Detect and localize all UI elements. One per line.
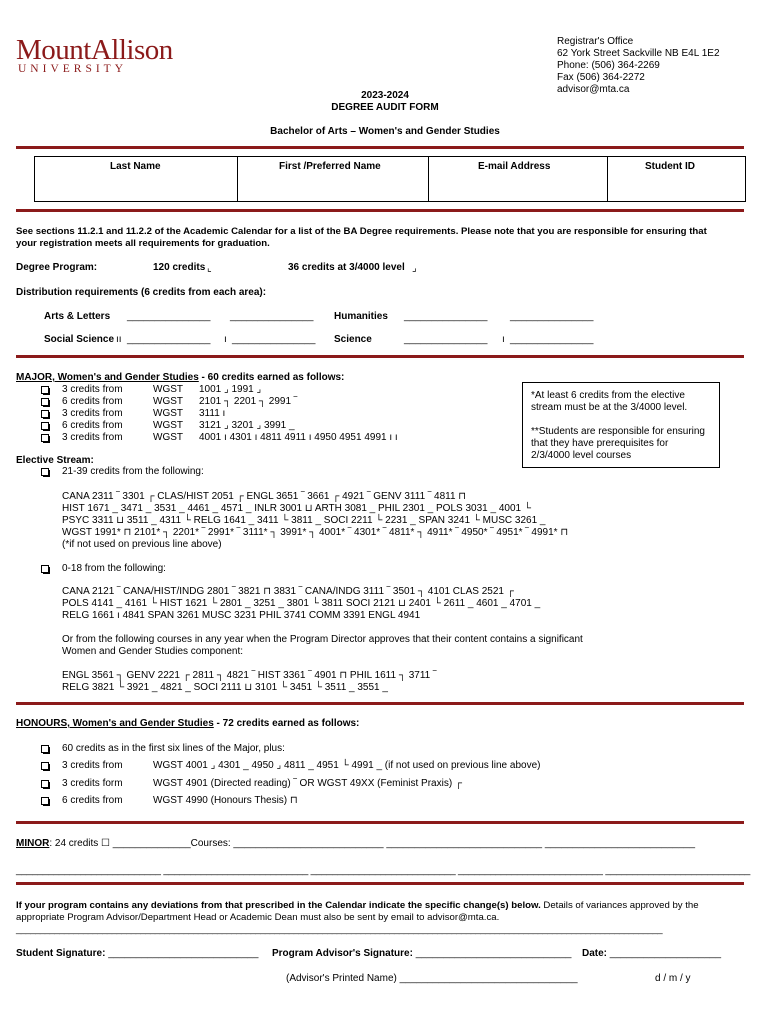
checkbox-icon[interactable]: [41, 780, 49, 788]
major-row-credits: 3 credits from: [62, 408, 123, 419]
soc-checkbox[interactable]: ıı: [116, 334, 122, 345]
sci-blank-1[interactable]: _______________: [404, 334, 488, 345]
intro-line: your registration meets all requirements for graduation.: [16, 238, 270, 249]
note-line: 2/3/4000 level courses: [531, 450, 632, 461]
header-first-name: First /Preferred Name: [279, 161, 381, 172]
degree-credits: 120 credits: [153, 262, 206, 273]
director-approval-text: [62, 634, 583, 658]
deviation-line-2: appropriate Program Advisor/Department Head or Academic Dean must also be sent by email to advisor@mta.ca.: [16, 912, 500, 923]
major-title-underlined: MAJOR, Women's and Gender Studies: [16, 372, 199, 383]
sci-checkbox[interactable]: ı: [502, 334, 505, 345]
logo-wordmark: MountAllison: [16, 34, 173, 66]
course-line: PSYC 3311 ⊔ 3511 _ 4311 └ RELG 1641 _ 3411 └ 3811 _ SOCI 2211 └ 2231 _ SPAN 3241 └ MUSC 3261 _: [62, 515, 546, 526]
soc-blank-2[interactable]: _______________: [232, 334, 316, 345]
note-prerequisites: [531, 426, 705, 462]
honours-title-underlined: HONOURS, Women's and Gender Studies: [16, 718, 214, 729]
honours-row-courses: WGST 4901 (Directed reading) ‾ OR WGST 49XX (Feminist Praxis) ┌: [153, 778, 463, 789]
advisor-signature-label: Program Advisor's Signature:: [272, 948, 413, 959]
registrar-line: Phone: (506) 364-2269: [557, 60, 660, 71]
form-title: DEGREE AUDIT FORM: [331, 102, 439, 113]
major-row-subject: WGST: [153, 396, 183, 407]
major-row-subject: WGST: [153, 420, 183, 431]
course-line: RELG 1661 ı 4841 SPAN 3261 MUSC 3231 PHIL 3741 COMM 3391 ENGL 4941: [62, 610, 421, 621]
student-signature-line: ___________________________: [105, 948, 259, 959]
checkbox-icon[interactable]: [41, 410, 49, 418]
note-line: *At least 6 credits from the elective: [531, 390, 685, 401]
date-label: Date:: [582, 948, 608, 959]
honours-row-credits: 60 credits as in the first six lines of the Major, plus:: [62, 743, 285, 754]
soc-checkbox-2[interactable]: ı: [224, 334, 227, 345]
degree-program-label: Degree Program:: [16, 262, 98, 273]
course-line: ENGL 3561 ┐ GENV 2221 ┌ 2811 ┐ 4821 ‾ HIST 3361 ‾ 4901 ⊓ PHIL 1611 ┐ 3711 ‾: [62, 670, 437, 681]
minor-courses-line: : 24 credits ☐ ______________Courses: ___________________________ ____________________________ ___________________________: [49, 838, 696, 849]
minor-label: MINOR: [16, 838, 50, 849]
checkbox-icon[interactable]: [41, 398, 49, 406]
checkbox-icon[interactable]: [41, 745, 49, 753]
divider: [16, 209, 744, 212]
divider: [16, 882, 744, 885]
major-row-courses: 3121 ⌟ 3201 ⌟ 3991 _: [199, 420, 295, 431]
deviation-input-line[interactable]: _______________________________________________________________________________________________________________________________________: [16, 924, 663, 935]
student-signature-label: Student Signature:: [16, 948, 106, 959]
honours-row-credits: 3 credits from: [62, 760, 123, 771]
arts-blank-2[interactable]: _______________: [230, 311, 314, 322]
logo-subtitle: UNIVERSITY: [18, 63, 127, 75]
degree-level-checkbox[interactable]: ⌟: [412, 263, 417, 274]
checkbox-icon[interactable]: [41, 762, 49, 770]
deviation-bold: If your program contains any deviations from that prescribed in the Calendar indicate the specific change(s) below.: [16, 900, 541, 911]
major-row-courses: 3111 ı: [199, 408, 226, 419]
university-logo: [16, 34, 173, 75]
major-row-subject: WGST: [153, 384, 183, 395]
course-line: POLS 4141 _ 4161 └ HIST 1621 └ 2801 _ 3251 _ 3801 └ 3811 SOCI 2121 ⊔ 2401 └ 2611 _ 4601 _ 4701 _: [62, 598, 541, 609]
date-format-hint: d / m / y: [655, 973, 691, 984]
elective-title: Elective Stream:: [16, 455, 94, 466]
divider: [16, 146, 744, 149]
divider: [16, 821, 744, 824]
checkbox-icon[interactable]: [41, 468, 49, 476]
honours-title-rest: - 72 credits earned as follows:: [213, 718, 360, 729]
checkbox-icon[interactable]: [41, 797, 49, 805]
course-line: RELG 3821 └ 3921 _ 4821 _ SOCI 2111 ⊔ 3101 └ 3451 └ 3511 _ 3551 _: [62, 682, 388, 693]
major-title-rest: - 60 credits earned as follows:: [198, 372, 345, 383]
major-row-subject: WGST: [153, 408, 183, 419]
distribution-label: Distribution requirements (6 credits from each area):: [16, 287, 267, 298]
sci-blank-2[interactable]: _______________: [510, 334, 594, 345]
header-email: E-mail Address: [478, 161, 551, 172]
checkbox-icon[interactable]: [41, 386, 49, 394]
registrar-line: advisor@mta.ca: [557, 84, 630, 95]
form-title-block: [0, 90, 770, 114]
divider: [16, 702, 744, 705]
registrar-contact: [557, 36, 720, 96]
note-elective-level: [531, 390, 687, 414]
degree-level-credits: 36 credits at 3/4000 level: [288, 262, 405, 273]
major-title: [16, 372, 344, 383]
area-arts-letters: Arts & Letters: [44, 311, 111, 322]
header-last-name: Last Name: [110, 161, 161, 172]
course-line: CANA 2311 ‾ 3301 ┌ CLAS/HIST 2051 ┌ ENGL 3651 ‾ 3661 ┌ 4921 ‾ GENV 3111 ‾ 4811 ⊓: [62, 491, 467, 502]
major-row-credits: 3 credits from: [62, 432, 123, 443]
soc-blank-1[interactable]: _______________: [127, 334, 211, 345]
student-signature[interactable]: [16, 948, 258, 959]
advisor-signature-line: ____________________________: [412, 948, 572, 959]
registrar-line: Fax (506) 364-2272: [557, 72, 645, 83]
major-row-credits: 6 credits from: [62, 396, 123, 407]
form-subtitle: Bachelor of Arts – Women's and Gender Studies: [270, 126, 500, 137]
honours-row-courses: WGST 4990 (Honours Thesis) ⊓: [153, 795, 298, 806]
date-field[interactable]: [582, 948, 721, 959]
course-note: (*if not used on previous line above): [62, 539, 222, 550]
major-notes-box: [522, 382, 720, 468]
checkbox-icon[interactable]: [41, 434, 49, 442]
advisor-signature[interactable]: [272, 948, 571, 959]
honours-row-credits: 6 credits from: [62, 795, 123, 806]
date-line: ____________________: [607, 948, 722, 959]
minor-blank-line[interactable]: ___________________________ ___________________________ ___________________________ ___________________________ ___________________________: [16, 865, 751, 876]
course-line: CANA 2121 ‾ CANA/HIST/INDG 2801 ‾ 3821 ⊓ 3831 ‾ CANA/INDG 3111 ‾ 3501 ┐ 4101 CLAS 2521 ┌: [62, 586, 514, 597]
form-year: 2023-2024: [361, 90, 409, 101]
major-row-courses: 4001 ı 4301 ı 4811 4911 ı 4950 4951 4991 ı ı: [199, 432, 398, 443]
elective-option-1: 21-39 credits from the following:: [62, 466, 204, 477]
arts-blank-1[interactable]: _______________: [127, 311, 211, 322]
advisor-printed-name[interactable]: (Advisor's Printed Name) ________________________________: [286, 973, 578, 984]
intro-line: See sections 11.2.1 and 11.2.2 of the Academic Calendar for a list of the BA Degree requirements. Please note that you are responsible for ensuring that: [16, 226, 707, 237]
minor-section[interactable]: [16, 838, 695, 849]
text-line: Or from the following courses in any year when the Program Director approves that their content contains a significant: [62, 634, 583, 645]
honours-row-courses: WGST 4001 ⌟ 4301 _ 4950 ⌟ 4811 _ 4951 └ 4991 _ (if not used on previous line above): [153, 760, 541, 771]
header-student-id: Student ID: [645, 161, 695, 172]
text-line: Women and Gender Studies component:: [62, 646, 244, 657]
registrar-line: 62 York Street Sackville NB E4L 1E2: [557, 48, 720, 59]
hum-blank-1[interactable]: _______________: [404, 311, 488, 322]
note-line: **Students are responsible for ensuring: [531, 426, 705, 437]
elective-option-2: 0-18 from the following:: [62, 563, 166, 574]
honours-title: [16, 718, 359, 729]
major-row-credits: 3 credits from: [62, 384, 123, 395]
registrar-line: Registrar's Office: [557, 36, 634, 47]
checkbox-icon[interactable]: [41, 565, 49, 573]
major-row-courses: 2101 ┐ 2201 ┐ 2991 ‾: [199, 396, 298, 407]
major-row-credits: 6 credits from: [62, 420, 123, 431]
area-social-science: Social Science: [44, 334, 115, 345]
major-row-subject: WGST: [153, 432, 183, 443]
honours-row-credits: 3 credits form: [62, 778, 123, 789]
note-line: that they have prerequisites for: [531, 438, 669, 449]
hum-blank-2[interactable]: _______________: [510, 311, 594, 322]
area-science: Science: [334, 334, 372, 345]
course-line: WGST 1991* ⊓ 2101* ┐ 2201* ‾ 2991* ‾ 3111* ┐ 3991* ┐ 4001* ‾ 4301* ‾ 4811* ┐ 4911* ‾ 4950* ‾ 4951* ‾ 4991* ⊓: [62, 527, 569, 538]
course-line: HIST 1671 _ 3471 _ 3531 _ 4461 _ 4571 _ INLR 3001 ⊔ ARTH 3081 _ PHIL 2301 _ POLS 3031 _ 4001 └: [62, 503, 531, 514]
note-line: stream must be at the 3/4000 level.: [531, 402, 688, 413]
area-humanities: Humanities: [334, 311, 388, 322]
deviation-rest: Details of variances approved by the: [540, 900, 699, 911]
intro-text: [16, 226, 707, 250]
major-row-courses: 1001 ⌟ 1991 ⌟: [199, 384, 262, 395]
degree-credits-checkbox[interactable]: ⌞: [207, 263, 212, 274]
deviation-text: [16, 900, 699, 911]
checkbox-icon[interactable]: [41, 422, 49, 430]
divider: [16, 355, 744, 358]
